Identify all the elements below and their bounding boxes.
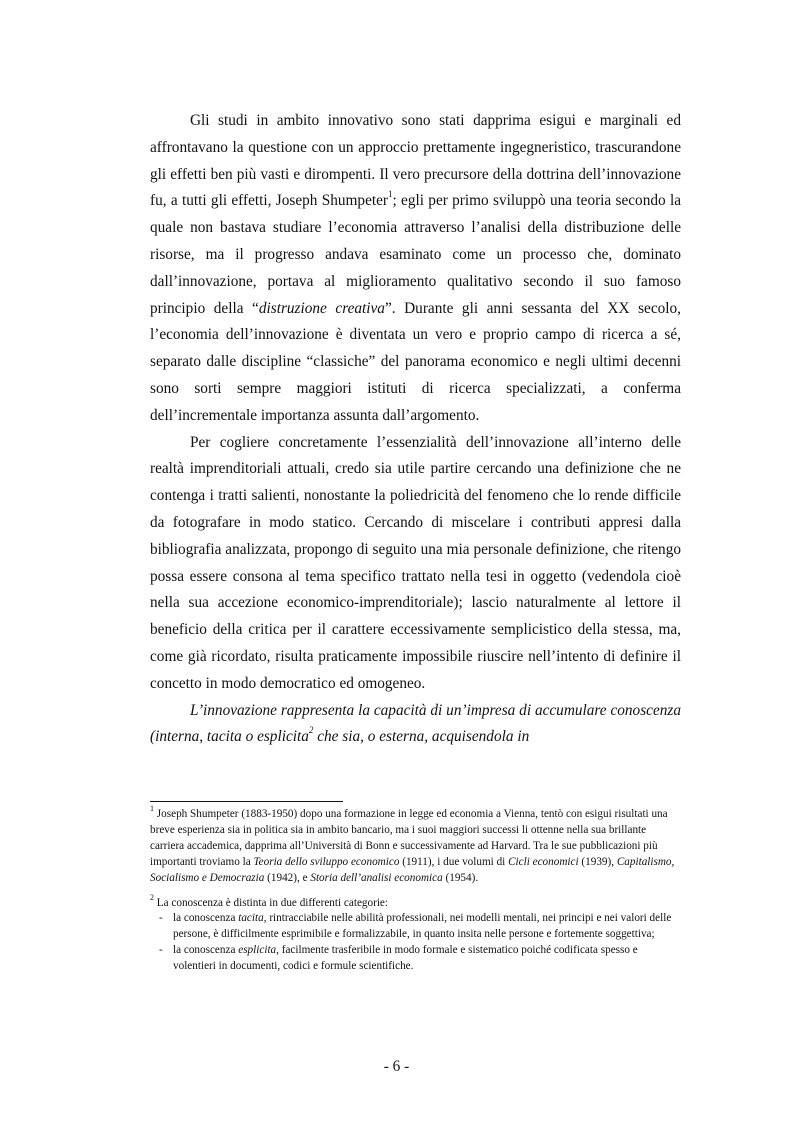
- footnote-2: [150, 892, 681, 976]
- footnote-1-title-2: Cicli economici: [508, 855, 579, 868]
- paragraph-1: [150, 108, 681, 430]
- footnote-2-number: 2: [150, 892, 154, 902]
- footnote-2-list: [150, 911, 681, 975]
- list-item-term: tacita: [238, 912, 264, 925]
- paragraph-2: Per cogliere concretamente l’essenzialità dell’innovazione all’interno delle realtà imprenditoriali attuali, credo sia utile partire cercando una definizione che ne contenga i tratti salienti, nonostante la poliedricità del fenomeno che lo rende difficile da fotografare in modo statico. Cercando di miscelare i contributi appresi dalla bibliografia analizzata, propongo di seguito una mia personale definizione, che ritengo possa essere consona al tema specifico trattato nella tesi in oggetto (vedendola cioè nella sua accezione economico-imprenditoriale); lascio naturalmente al lettore il beneficio della critica per il carattere eccessivamente semplicistico della stessa, ma, come già ricordato, risulta praticamente impossibile riuscire nell’intento di definire il concetto in modo democratico ed omogeneo.: [150, 433, 681, 692]
- body-text: [150, 108, 681, 751]
- page-number: - 6 -: [383, 1058, 410, 1075]
- dash-bullet: -: [159, 912, 163, 925]
- list-item-text: la conoscenza: [173, 944, 239, 957]
- footnote-2-intro: [150, 892, 681, 912]
- list-item-text-cont: , rintracciabile nelle abilità professionali, nei modelli mentali, nei principi e nei valori delle persone, è difficilmente esprimibile e formalizzabile, in quanto insita nelle persone e fortemente soggettiva;: [173, 912, 672, 941]
- paragraph-3-text-cont: che sia, o esterna, acquisendola in: [313, 728, 530, 746]
- italic-term: distruzione creativa: [258, 299, 385, 317]
- dash-bullet: -: [159, 944, 163, 957]
- footnote-1-text-5: (1954).: [442, 871, 479, 884]
- paragraph-1-text-cont: ; egli per primo sviluppò una teoria secondo la quale non bastava studiare l’economia attraverso l’analisi della distribuzione delle risorse, ma il progresso andava esaminato come un processo che, dominato dall’innovazione, portava al miglioramento qualitativo secondo il suo famoso principio della “: [150, 192, 682, 317]
- footnote-1-number: 1: [150, 804, 154, 814]
- footnote-1-text-4: (1942), e: [264, 871, 311, 884]
- footnote-1-text-3: (1939),: [578, 855, 617, 868]
- footnote-ref-1: 1: [388, 189, 393, 200]
- paragraph-1-text: Gli studi in ambito innovativo sono stati dapprima esigui e marginali ed affrontavano la questione con un approccio prettamente ingegneristico, trascurandone gli effetti ben più vasti e dirompenti. Il vero precursore della dottrina dell’innovazione fu, a tutti gli effetti, Joseph Shumpeter: [150, 112, 681, 210]
- list-item-text-cont: , facilmente trasferibile in modo formale e sistematico poiché codificata spesso e volentieri in documenti, codici e formule scientifiche.: [173, 944, 638, 973]
- list-item-term: esplicita: [238, 944, 277, 957]
- list-item: [150, 943, 681, 975]
- footnote-separator: [150, 801, 343, 802]
- paragraph-3-text: L’innovazione rappresenta la capacità di un’impresa di accumulare conoscenza (interna, tacita o esplicita: [150, 701, 681, 746]
- footnote-ref-2: 2: [308, 725, 314, 736]
- paragraph-1-text-end: ”. Durante gli anni sessanta del XX secolo, l’economia dell’innovazione è diventata un vero e proprio campo di ricerca a sé, separato dalle discipline “classiche” del panorama economico e negli ultimi decenni sono sorti sempre maggiori istituti di ricerca specializzati, a conferma dell’incrementale importanza assunta dall’argomento.: [150, 299, 681, 424]
- list-item: [150, 911, 681, 943]
- footnote-1-title-4: Storia dell’analisi economica: [310, 871, 443, 884]
- paragraph-3: [150, 698, 681, 752]
- footnotes: [150, 804, 681, 975]
- footnote-1-title-1: Teoria dello sviluppo economico: [253, 855, 400, 868]
- footnote-2-intro-text: La conoscenza è distinta in due differenti categorie:: [154, 896, 389, 909]
- footnote-1-text: Joseph Shumpeter (1883-1950) dopo una formazione in legge ed economia a Vienna, tentò con esigui risultati una breve esperienza sia in politica sia in ambito bancario, ma i suoi maggiori successi li ottenne nella sua brillante carriera accademica, dapprima all’Università di Bonn e successivamente ad Harvard. Tra le sue pubblicazioni più importanti troviamo la: [150, 808, 668, 868]
- list-item-text: la conoscenza: [173, 912, 239, 925]
- footnote-1-title-3: Capitalismo, Socialismo e Democrazia: [150, 855, 675, 884]
- footnote-1-text-2: (1911), i due volumi di: [399, 855, 509, 868]
- footnote-1: [150, 804, 681, 887]
